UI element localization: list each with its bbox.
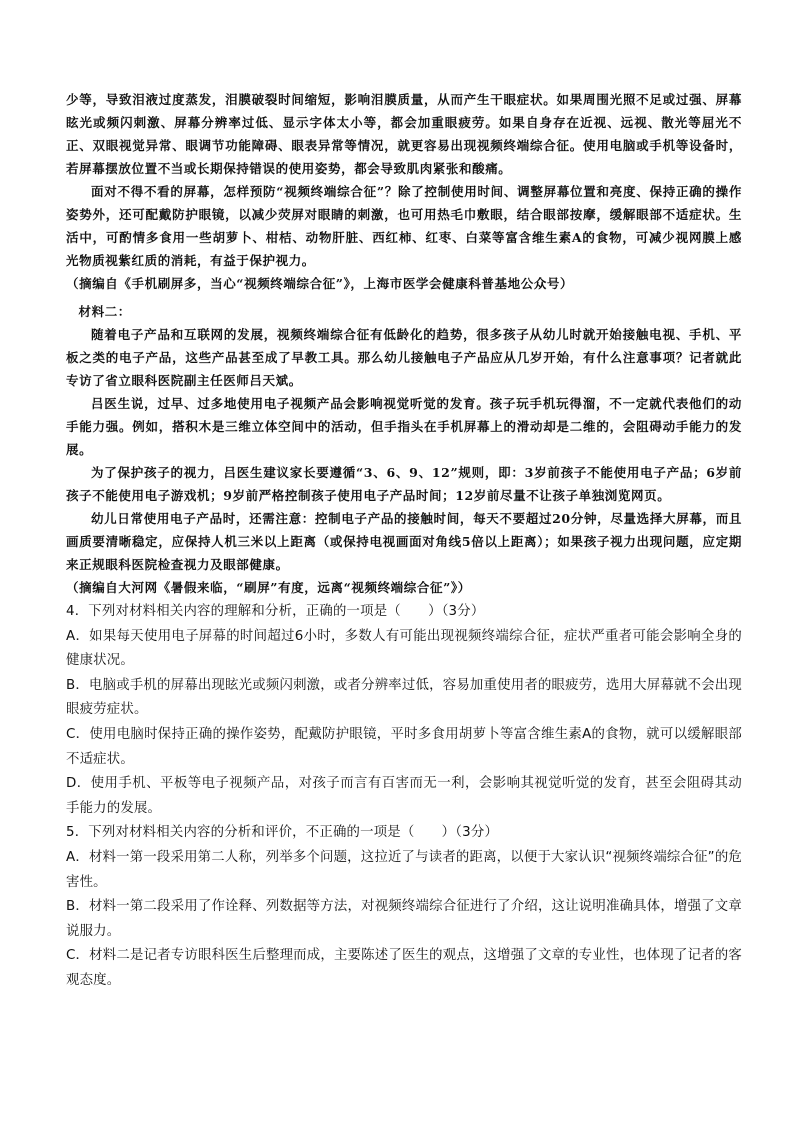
material-two-title: 材料二： bbox=[78, 304, 131, 319]
material-one-paragraph-continued: 少等，导致泪液过度蒸发，泪膜破裂时间缩短，影响泪膜质量，从而产生干眼症状。如果周围光照不足或过强、屏幕眩光或频闪刺激、屏幕分辨率过低、显示字体太小等，都会加重眼疲劳。如果自身存在近视、远视、散光等屈光不正、双眼视觉异常、眼调节功能障碍、眼表异常等情况，就更容易出现视频终端综合征。使用电脑或手机等设备时，若屏幕摆放位置不当或长期保持错误的使用姿势，都会导致肌肉紧张和酸痛。 bbox=[66, 92, 742, 176]
questions bbox=[66, 600, 742, 994]
option-a: A．如果每天使用电子屏幕的时间超过6小时，多数人有可能出现视频终端综合征，症状严重者可能会影响全身的健康状况。 bbox=[66, 628, 742, 669]
question-stem: 5．下列对材料相关内容的分析和评价，不正确的一项是（ ）（3分） bbox=[66, 825, 499, 841]
material-two-paragraph-2: 吕医生说，过早、过多地使用电子视频产品会影响视觉听觉的发育。孩子玩手机玩得溜，不一定就代表他们的动手能力强。例如，搭积木是三维立体空间中的活动，但手指头在手机屏幕上的滑动却是二维的，会阻碍动手能力的发展。 bbox=[66, 396, 742, 457]
material-one-paragraph-2: 面对不得不看的屏幕，怎样预防“视频终端综合征”？除了控制使用时间、调整屏幕位置和亮度、保持正确的操作姿势外，还可配戴防护眼镜，以减少荧屏对眼睛的刺激，也可用热毛巾敷眼，结合眼部按摩，缓解眼部不适症状。生活中，可酌情多食用一些胡萝卜、柑桔、动物肝脏、西红柿、红枣、白菜等富含维生素A的食物，可减少视网膜上感光物质视紫红质的消耗，有益于保护视力。 bbox=[66, 184, 742, 268]
material-one bbox=[66, 88, 742, 295]
material-two-paragraph-1: 随着电子产品和互联网的发展，视频终端综合征有低龄化的趋势，很多孩子从幼儿时就开始接触电视、手机、平板之类的电子产品，这些产品甚至成了早教工具。那么幼儿接触电子产品应从几岁开始，有什么注意事项？记者就此专访了省立眼科医院副主任医师吕天斌。 bbox=[66, 327, 742, 388]
option-d: D．使用手机、平板等电子视频产品，对孩子而言有百害而无一利，会影响其视觉听觉的发育，甚至会阻碍其动手能力的发展。 bbox=[66, 776, 742, 816]
material-two-paragraph-4: 幼儿日常使用电子产品时，还需注意：控制电子产品的接触时间，每天不要超过20分钟，尽量选择大屏幕，而且画质要清晰稳定，应保持人机三米以上距离（或保持电视画面对角线5倍以上距离）；如果孩子视力出现问题，应定期来正规眼科医院检查视力及眼部健康。 bbox=[66, 511, 742, 572]
option-c: C．使用电脑时保持正确的操作姿势，配戴防护眼镜，平时多食用胡萝卜等富含维生素A的食物，就可以缓解眼部不适症状。 bbox=[66, 726, 742, 767]
material-two-paragraph-3: 为了保护孩子的视力，吕医生建议家长要遵循“3、6、9、12”规则，即：3岁前孩子不能使用电子产品；6岁前孩子不能使用电子游戏机；9岁前严格控制孩子使用电子产品时间；12岁前尽量不让孩子单独浏览网页。 bbox=[66, 465, 742, 503]
option-a: A．材料一第一段采用第二人称，列举多个问题，这拉近了与读者的距离，以便于大家认识“视频终端综合征”的危害性。 bbox=[66, 849, 742, 890]
option-b: B．材料一第二段采用了作诠释、列数据等方法，对视频终端综合征进行了介绍，这让说明准确具体，增强了文章说服力。 bbox=[66, 899, 742, 939]
material-two-source: （摘编自大河网《暑假来临，“刷屏”有度，远离“视频终端综合征”》） bbox=[66, 580, 471, 595]
question-stem: 4．下列对材料相关内容的理解和分析，正确的一项是（ ）（3分） bbox=[66, 604, 485, 619]
question-4 bbox=[66, 600, 742, 821]
question-5 bbox=[66, 821, 742, 993]
material-two bbox=[66, 300, 742, 599]
material-one-source: （摘编自《手机刷屏多，当心“视频终端综合征”》，上海市医学会健康科普基地公众号） bbox=[66, 276, 574, 291]
option-b: B．电脑或手机的屏幕出现眩光或频闪刺激，或者分辨率过低，容易加重使用者的眼疲劳，选用大屏幕就不会出现眼疲劳症状。 bbox=[66, 677, 742, 718]
option-c: C．材料二是记者专访眼科医生后整理而成，主要陈述了医生的观点，这增强了文章的专业性，也体现了记者的客观态度。 bbox=[66, 948, 742, 988]
